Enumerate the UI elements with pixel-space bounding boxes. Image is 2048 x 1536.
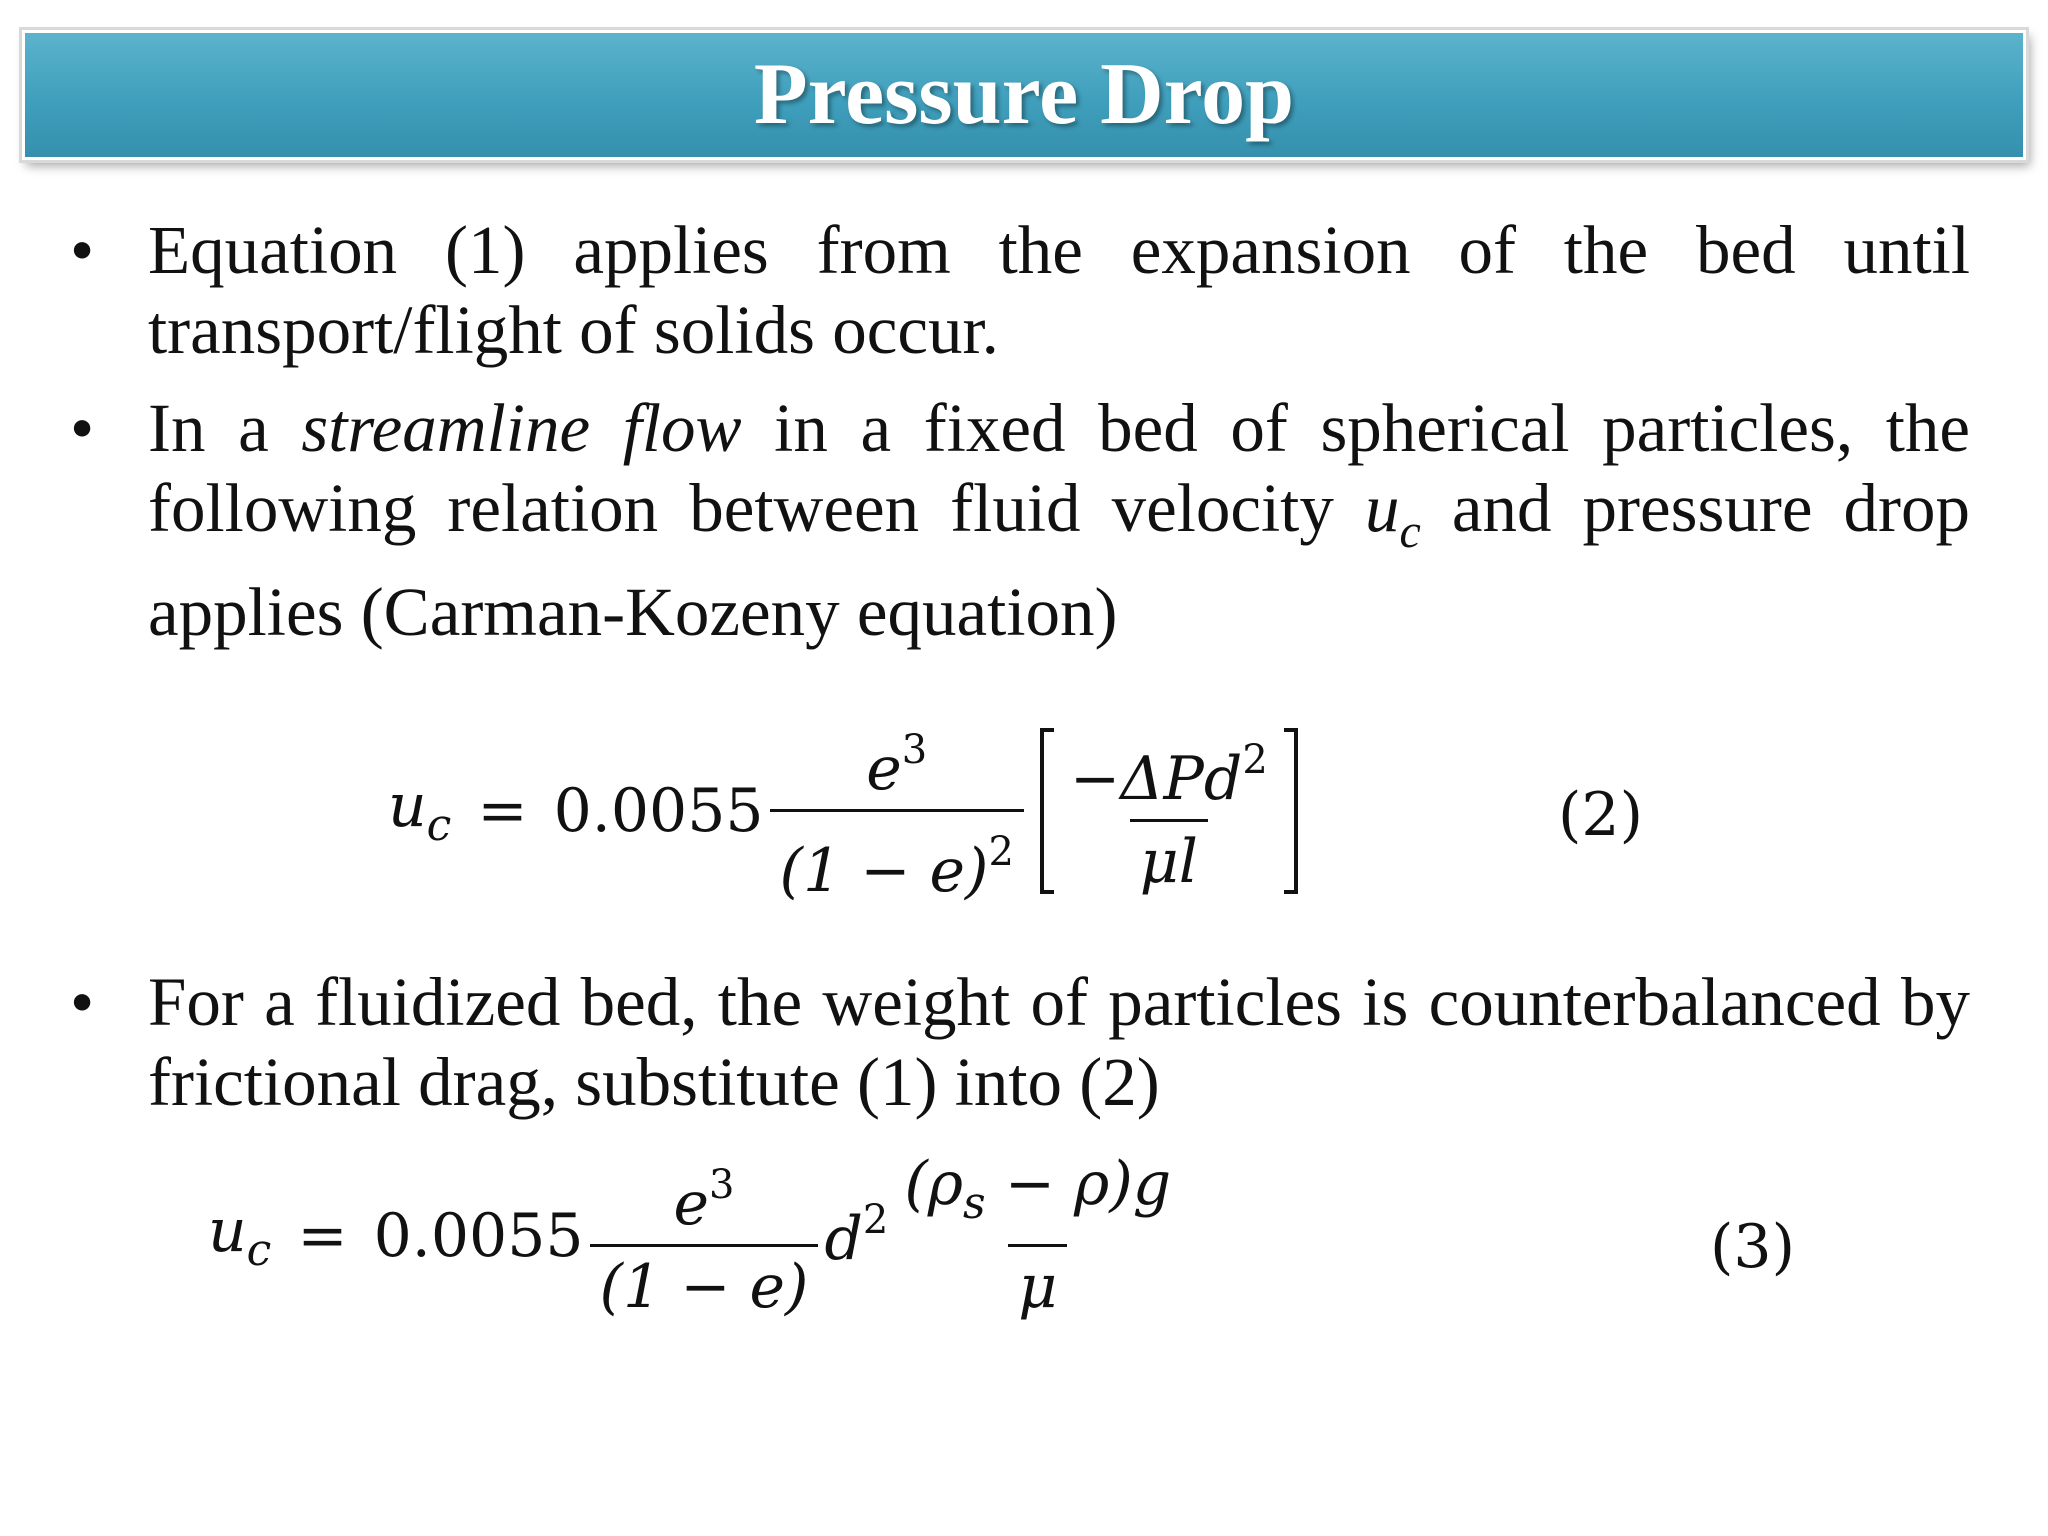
- velocity-var: $u_c$: [1364, 470, 1421, 558]
- eq2-bracket: [1040, 728, 1298, 897]
- eq3-d-squared: $d^2$: [824, 1197, 889, 1274]
- bullet-2-part1: In a: [148, 390, 302, 466]
- bullet-2-italic: streamline flow: [301, 390, 742, 466]
- bullet-dot: •: [70, 390, 95, 466]
- eq3-fraction: $\frac{e^3}{(1 - e)}$: [590, 1153, 819, 1319]
- bullet-2: [70, 388, 1970, 652]
- eq2-lhs: $u_c$: [388, 770, 452, 851]
- eq3-number: (3): [1710, 1212, 1795, 1282]
- bullet-3-text: For a fluidized bed, the weight of particles is counterbalanced by frictional drag, substitute (1) into (2): [148, 964, 1970, 1120]
- equation-3: [208, 1149, 1187, 1322]
- bullet-dot: •: [70, 212, 95, 288]
- bullet-2-part3: and pressure drop applies (Carman-Kozeny equation): [148, 470, 1971, 650]
- eq2-equals: =: [477, 775, 528, 846]
- eq3-equals: =: [297, 1200, 348, 1271]
- bullet-2-text: [148, 388, 1970, 652]
- bullet-3: [70, 962, 1970, 1122]
- eq2-number: (2): [1558, 780, 1643, 850]
- eq2-bracket-fraction: $\frac{-\Delta Pd^2}{\mu l}$: [1069, 736, 1268, 897]
- title-bar: [22, 30, 2026, 160]
- equation-2: [388, 718, 1298, 906]
- bullet-2-part2: in a fixed bed of spherical particles, the following relation between fluid velocity: [148, 390, 1970, 546]
- eq3-lhs: $u_c$: [208, 1195, 272, 1276]
- eq3-coef: 0.0055: [373, 1200, 584, 1271]
- bullet-1: [70, 210, 1970, 370]
- eq2-fraction: $\frac{e^3}{(1 - e)^2}$: [770, 718, 1024, 903]
- slide-title: Pressure Drop: [753, 46, 1295, 143]
- bullet-1-text: Equation (1) applies from the expansion of the bed until transport/flight of solids occur.: [148, 212, 1970, 368]
- eq3-density-fraction: $\frac{(\rho_s - \rho)g}{\mu}$: [904, 1149, 1172, 1322]
- bullet-dot: •: [70, 964, 95, 1040]
- eq2-coef: 0.0055: [553, 775, 764, 846]
